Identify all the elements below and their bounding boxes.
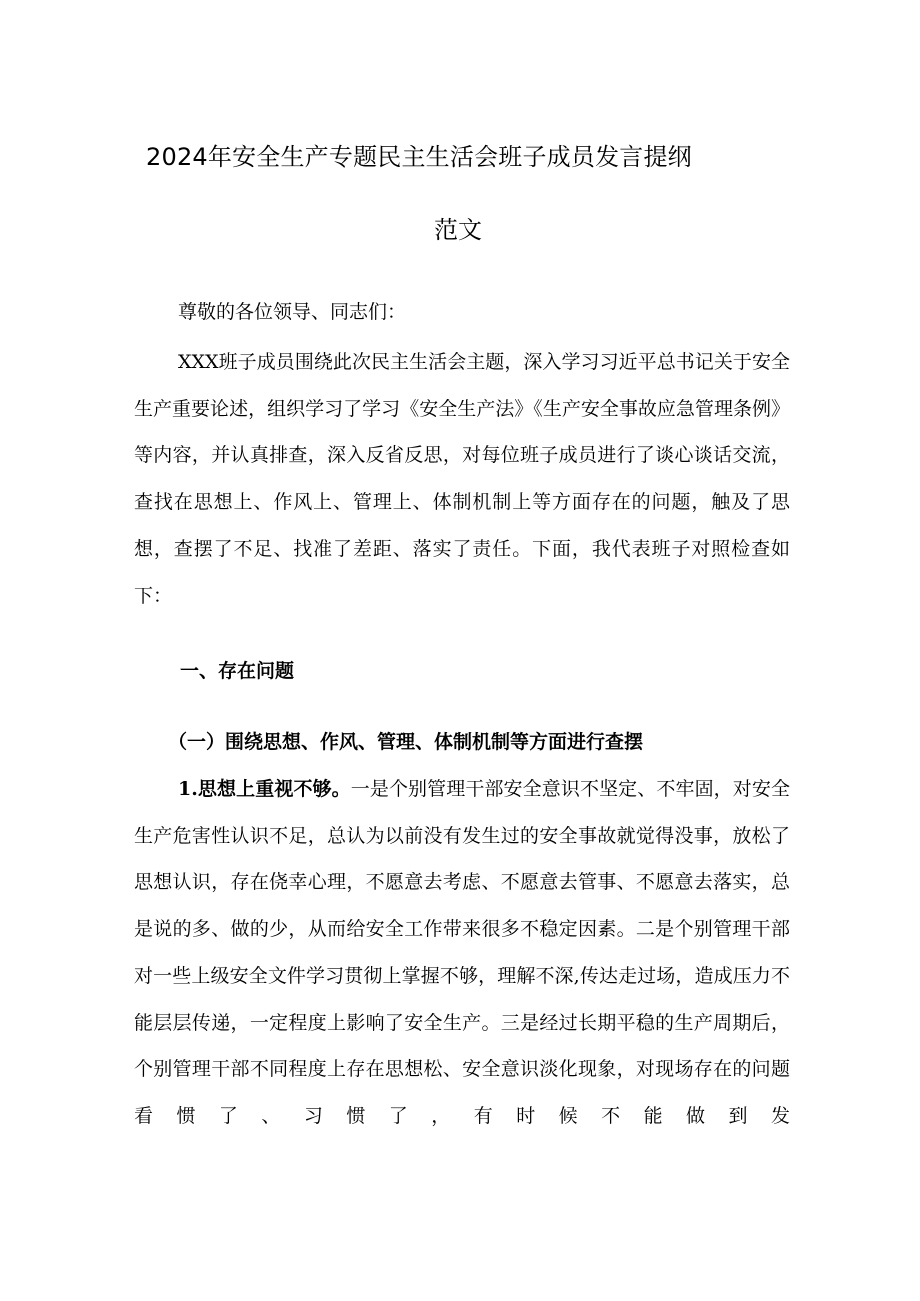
document-title-line-2: 范文 (434, 216, 482, 244)
item-paragraph-1 (134, 766, 790, 1140)
section-heading-problems: 一、存在问题 (180, 660, 295, 682)
greeting: 尊敬的各位领导、同志们： (178, 301, 407, 323)
item-body: 一是个别管理干部安全意识不坚定、不牢固，对安全生产危害性认识不足，总认为以前没有发生过的安全事故就觉得没事，放松了思想认识，存在侥幸心理，不愿意去考虑、不愿意去管事、不愿意去落实，总是说的多、做的少，从而给安全工作带来很多不稳定因素。二是个别管理干部对一些上级安全文件学习贯彻上掌握不够，理解不深,传达走过场，造成压力不能层层传递，一定程度上影响了安全生产。三是经过长期平稳的生产周期后，个别管理干部不同程度上存在思想松、安全意识淡化现象，对现场存在的问题看惯了、习惯了，有时候不能做到发 (134, 778, 790, 1127)
document-title-line-1: 2024年安全生产专题民主生活会班子成员发言提纲 (146, 143, 692, 171)
intro-paragraph: XXX班子成员围绕此次民主生活会主题，深入学习习近平总书记关于安全生产重要论述，组织学习了学习《安全生产法》《生产安全事故应急管理条例》等内容，并认真排查，深入反省反思，对每位班子成员进行了谈心谈话交流，查找在思想上、作风上、管理上、体制机制上等方面存在的问题，触及了思想，查摆了不足、找准了差距、落实了责任。下面，我代表班子对照检查如下： (134, 351, 790, 607)
subsection-heading: （一）围绕思想、作风、管理、体制机制等方面进行查摆 (168, 731, 644, 753)
item-lead: 1.思想上重视不够。 (178, 778, 351, 800)
